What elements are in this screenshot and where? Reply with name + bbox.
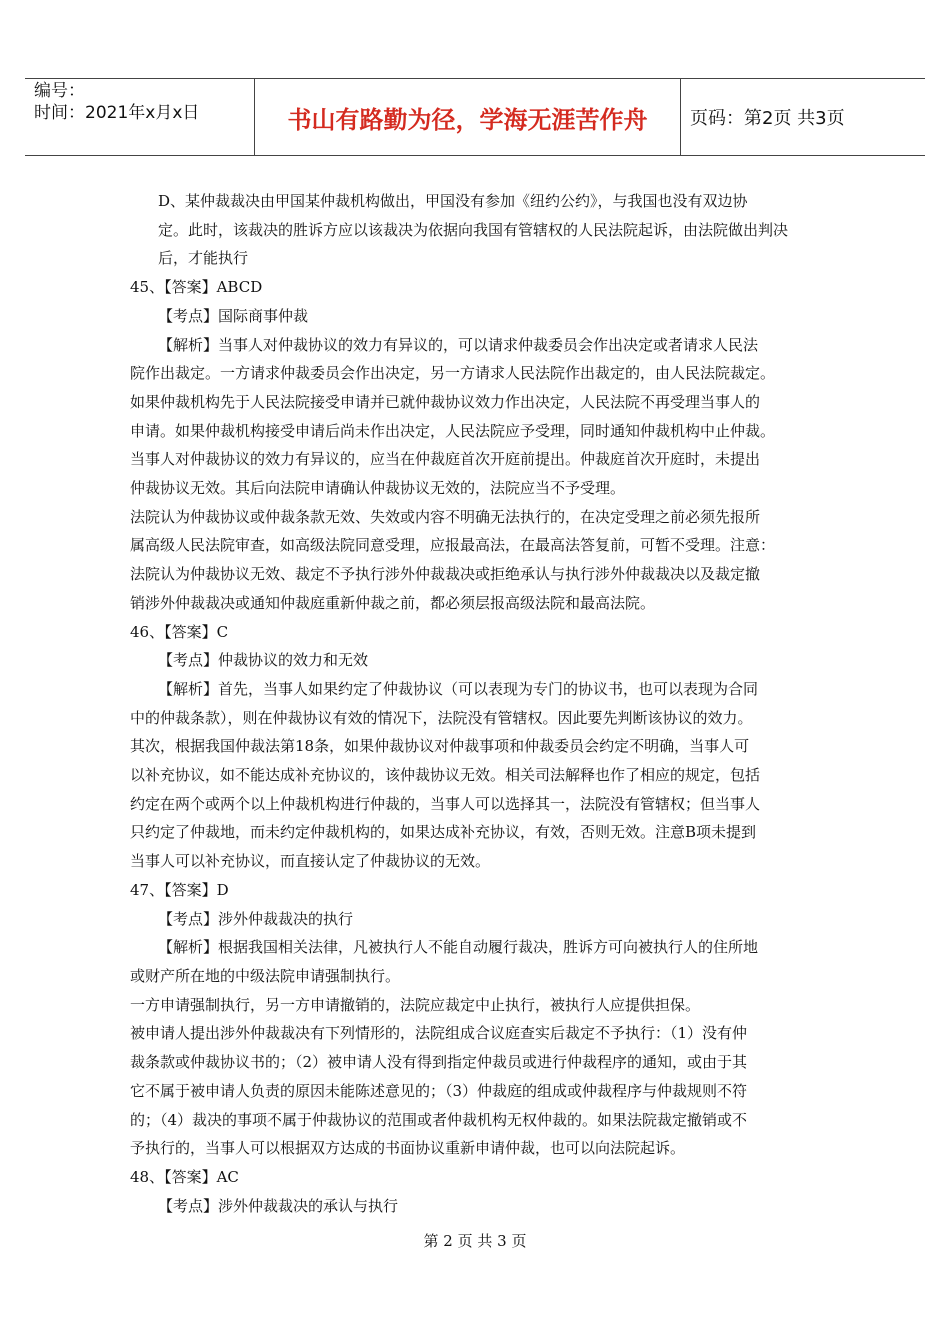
- body-line: 48、【答案】AC: [130, 1167, 239, 1186]
- body-line: 约定在两个或两个以上仲裁机构进行仲裁的，当事人可以选择其一，法院没有管辖权；但当事人: [130, 794, 761, 813]
- body-line: 【考点】涉外仲裁裁决的执行: [158, 909, 354, 928]
- body-line: 仲裁协议无效。其后向法院申请确认仲裁协议无效的，法院应当不予受理。: [130, 479, 626, 498]
- body-line: 【解析】根据我国相关法律，凡被执行人不能自动履行裁决，胜诉方可向被执行人的住所地: [158, 938, 759, 957]
- body-line: 一方申请强制执行，另一方申请撤销的，法院应裁定中止执行，被执行人应提供担保。: [130, 995, 701, 1014]
- body-line: 当事人对仲裁协议的效力有异议的，应当在仲裁庭首次开庭前提出。仲裁庭首次开庭时，未提出: [130, 450, 761, 469]
- page-footer: 第 2 页 共 3 页: [423, 1232, 527, 1250]
- body-line: 47、【答案】D: [130, 880, 229, 899]
- body-line: 中的仲裁条款），则在仲裁协议有效的情况下，法院没有管辖权。因此要先判断该协议的效力。: [130, 708, 753, 727]
- body-line: 【考点】仲裁协议的效力和无效: [158, 651, 369, 670]
- body-line: 被申请人提出涉外仲裁裁决有下列情形的，法院组成合议庭查实后裁定不予执行：（1）没有仲: [130, 1024, 748, 1043]
- body-line: 46、【答案】C: [130, 622, 229, 641]
- body-line: 属高级人民法院审查，如高级法院同意受理，应报最高法，在最高法答复前，可暂不受理。注意：: [130, 536, 776, 555]
- header-divider-right: [680, 78, 681, 156]
- body-line: D、某仲裁裁决由甲国某仲裁机构做出，甲国没有参加《纽约公约》，与我国也没有双边协: [158, 192, 748, 210]
- body-line: 当事人可以补充协议，而直接认定了仲裁协议的无效。: [130, 852, 491, 871]
- body-line: 法院认为仲裁协议或仲裁条款无效、失效或内容不明确无法执行的，在决定受理之前必须先报所: [130, 507, 761, 526]
- body-line: 法院认为仲裁协议无效、裁定不予执行涉外仲裁裁决或拒绝承认与执行涉外仲裁裁决以及裁定撤: [130, 565, 761, 584]
- body-line: 【考点】涉外仲裁裁决的承认与执行: [158, 1196, 399, 1215]
- body-line: 只约定了仲裁地，而未约定仲裁机构的，如果达成补充协议，有效，否则无效。注意B项未提到: [130, 823, 757, 842]
- body-line: 裁条款或仲裁协议书的；（2）被申请人没有得到指定仲裁员或进行仲裁程序的通知，或由于其: [130, 1053, 748, 1072]
- body-line: 如果仲裁机构先于人民法院接受申请并已就仲裁协议效力作出决定，人民法院不再受理当事人的: [130, 392, 761, 411]
- body-line: 或财产所在地的中级法院申请强制执行。: [130, 966, 401, 985]
- body-line: 的；（4）裁决的事项不属于仲裁协议的范围或者仲裁机构无权仲裁的。如果法院裁定撤销或不: [130, 1110, 748, 1129]
- body-line: 【解析】当事人对仲裁协议的效力有异议的，可以请求仲裁委员会作出决定或者请求人民法: [158, 335, 759, 354]
- document-time-label: 时间：2021年x月x日: [34, 103, 200, 123]
- body-line: 后，才能执行: [158, 249, 249, 268]
- body-line: 定。此时，该裁决的胜诉方应以该裁决为依据向我国有管辖权的人民法院起诉，由法院做出判决: [158, 220, 789, 239]
- body-line: 【解析】首先，当事人如果约定了仲裁协议（可以表现为专门的协议书，也可以表现为合同: [158, 679, 759, 698]
- body-line: 院作出裁定。一方请求仲裁委员会作出决定，另一方请求人民法院作出裁定的，由人民法院裁定。: [130, 364, 776, 383]
- page-header: [25, 78, 925, 156]
- header-meta: [34, 80, 199, 124]
- body-line: 它不属于被申请人负责的原因未能陈述意见的；（3）仲裁庭的组成或仲裁程序与仲裁规则不符: [130, 1081, 748, 1100]
- body-line: 申请。如果仲裁机构接受申请后尚未作出决定，人民法院应予受理，同时通知仲裁机构中止仲裁。: [130, 421, 776, 440]
- body-line: 其次，根据我国仲裁法第18条，如果仲裁协议对仲裁事项和仲裁委员会约定不明确，当事人可: [130, 737, 750, 756]
- body-line: 45、【答案】ABCD: [130, 278, 263, 297]
- body-line: 【考点】国际商事仲裁: [158, 306, 309, 325]
- body-line: 以补充协议，如不能达成补充协议的，该仲裁协议无效。相关司法解释也作了相应的规定，包括: [130, 766, 761, 785]
- document-body: [130, 187, 820, 1220]
- header-motto: 书山有路勤为径，学海无涯苦作舟: [287, 105, 648, 134]
- header-page-info: 页码：第2页 共3页: [690, 108, 845, 129]
- body-line: 销涉外仲裁裁决或通知仲裁庭重新仲裁之前，都必须层报高级法院和最高法院。: [130, 593, 656, 612]
- document-number-label: 编号：: [34, 81, 85, 101]
- body-line: 予执行的，当事人可以根据双方达成的书面协议重新申请仲裁，也可以向法院起诉。: [130, 1139, 686, 1158]
- header-bottom-rule: [25, 155, 925, 156]
